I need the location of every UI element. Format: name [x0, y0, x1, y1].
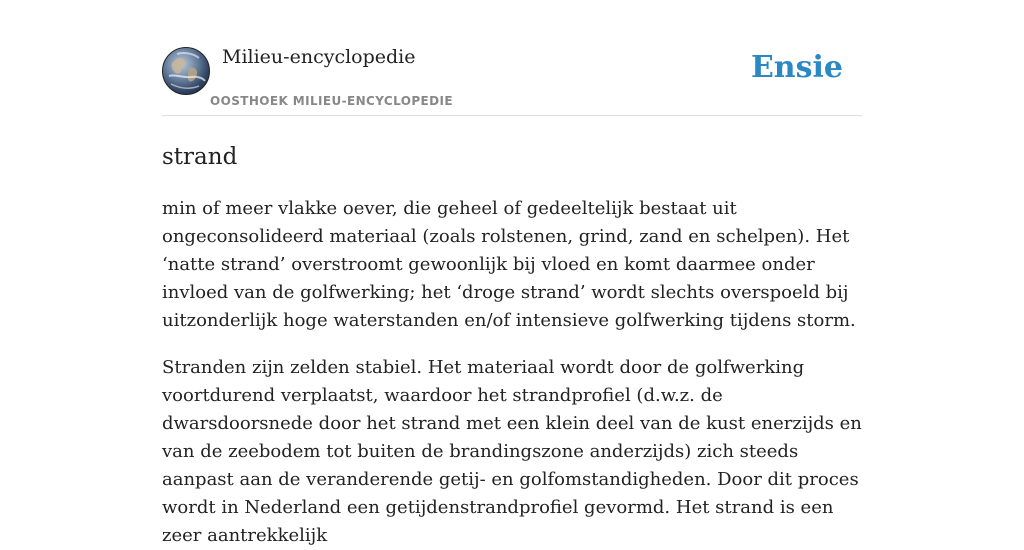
- entry-paragraph-1: min of meer vlakke oever, die geheel of gedeeltelijk bestaat uit ongeconsolideerd materiaal (zoals rolstenen, grind, zand en schelpen). Het ‘natte strand’ overstroomt gewoonlijk bij vloed en komt daarmee onder invloed van de golfwerking; het ‘droge strand’ wordt slechts overspoeld bij uitzonderlijk hoge waterstanden en/of intensieve golfwerking tijdens storm.: [162, 198, 856, 331]
- page: [162, 0, 862, 546]
- source-header: [162, 0, 862, 116]
- entry-paragraph-2: Stranden zijn zelden stabiel. Het materiaal wordt door de golfwerking voortdurend verplaatst, waardoor het strandprofiel (d.w.z. de dwarsdoorsnede door het strand met een klein deel van de kust enerzijds en van de zeebodem tot buiten de brandingszone anderzijds) zich steeds aanpast aan de veranderende getij- en golfomstandigheden. Door dit proces wordt in Nederland een getijdenstrandprofiel gevormd. Het strand is een zeer aantrekkelijk: [162, 357, 862, 546]
- earth-globe-icon[interactable]: [162, 47, 210, 95]
- source-subtitle[interactable]: OOSTHOEK MILIEU-ENCYCLOPEDIE: [210, 94, 453, 108]
- source-title[interactable]: Milieu-encyclopedie: [222, 46, 416, 68]
- entry-term: strand: [162, 144, 238, 170]
- ensie-logo[interactable]: Ensie: [750, 50, 843, 85]
